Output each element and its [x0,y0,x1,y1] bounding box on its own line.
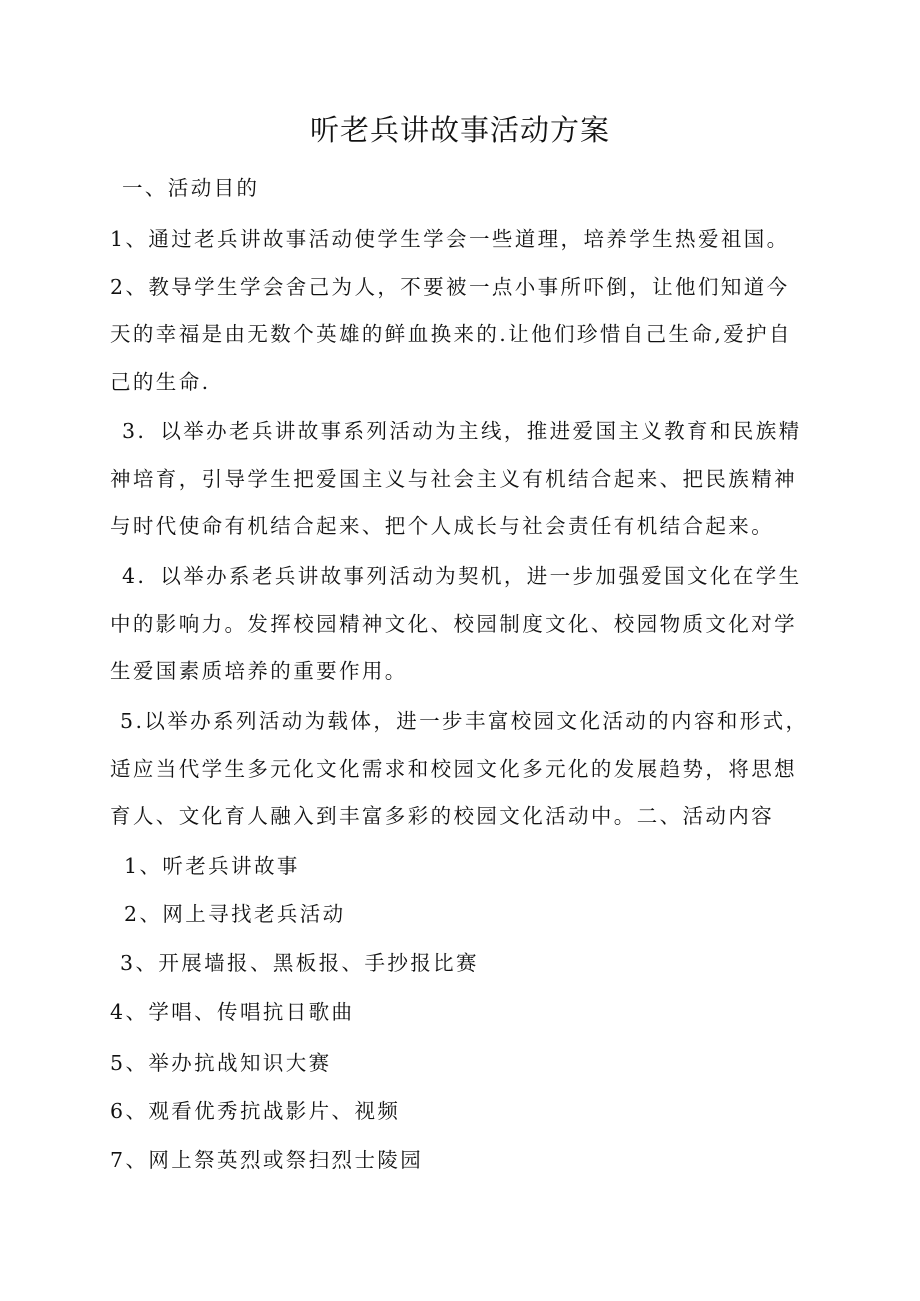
paragraph-line: 1、通过老兵讲故事活动使学生学会一些道理，培养学生热爱祖国。 [110,227,790,251]
list-item: 3、开展墙报、黑板报、手抄报比赛 [120,951,479,975]
document-title: 听老兵讲故事活动方案 [309,113,610,147]
paragraph-line: 4．以举办系老兵讲故事列活动为契机，进一步加强爱国文化在学生 [122,564,802,588]
list-item: 6、观看优秀抗战影片、视频 [110,1099,401,1123]
paragraph-line: 与时代使命有机结合起来、把个人成长与社会责任有机结合起来。 [110,514,775,538]
paragraph-line: 育人、文化育人融入到丰富多彩的校园文化活动中。二、活动内容 [110,804,775,828]
paragraph-line: 3．以举办老兵讲故事系列活动为主线，推进爱国主义教育和民族精 [122,419,802,443]
paragraph-line: 5.以举办系列活动为载体，进一步丰富校园文化活动的内容和形式， [120,709,809,733]
list-item: 2、网上寻找老兵活动 [124,902,346,926]
paragraph-line: 神培育，引导学生把爱国主义与社会主义有机结合起来、把民族精神 [110,467,797,491]
paragraph-line: 生爱国素质培养的重要作用。 [110,659,408,683]
paragraph-line: 天的幸福是由无数个英雄的鲜血换来的.让他们珍惜自己生命,爱护自 [110,322,792,346]
list-item: 7、网上祭英烈或祭扫烈士陵园 [110,1148,424,1172]
list-item: 1、听老兵讲故事 [124,854,300,878]
paragraph-line: 2、教导学生学会舍己为人，不要被一点小事所吓倒，让他们知道今 [110,275,790,299]
paragraph-line: 己的生命. [110,370,211,394]
paragraph-line: 中的影响力。发挥校园精神文化、校园制度文化、校园物质文化对学 [110,612,797,636]
section-heading-purpose: 一、活动目的 [122,176,260,200]
paragraph-line: 适应当代学生多元化文化需求和校园文化多元化的发展趋势，将思想 [110,757,797,781]
list-item: 5、举办抗战知识大赛 [110,1051,332,1075]
list-item: 4、学唱、传唱抗日歌曲 [110,1000,355,1024]
